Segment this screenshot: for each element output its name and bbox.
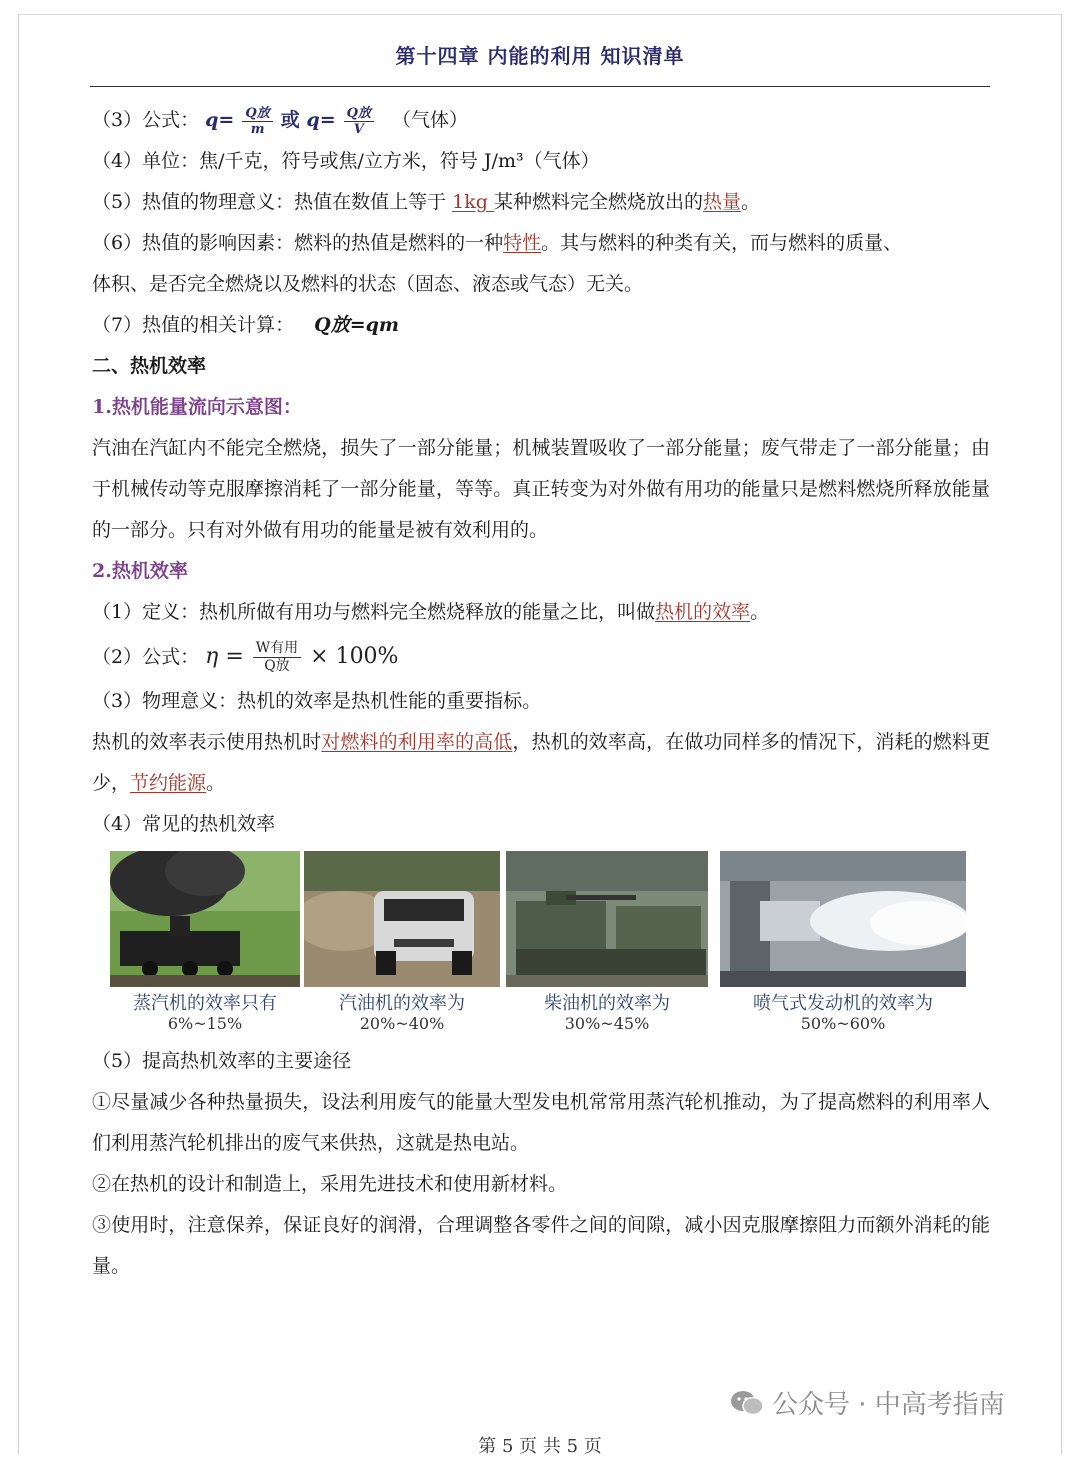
improve-item-2: ②在热机的设计和制造上，采用先进技术和使用新材料。 xyxy=(92,1173,568,1195)
text-segment: 体积、是否完全燃烧以及燃料的状态（固态、液态或气态）无关。 xyxy=(92,273,644,295)
formula-or: 或 xyxy=(280,109,307,131)
caption-range: 20%~40% xyxy=(359,1014,445,1033)
common-efficiency-line: （4）常见的热机效率 xyxy=(92,813,276,835)
document-body xyxy=(92,100,990,1287)
meaning-line-2: （3）物理意义：热机的效率是热机性能的重要指标。 xyxy=(92,690,542,712)
watermark-text: 公众号 · 中高考指南 xyxy=(772,1390,1005,1420)
text-segment: （5）热值的物理意义：热值在数值上等于 xyxy=(92,191,453,213)
caption-jet xyxy=(720,993,966,1033)
highlight-property: 特性 xyxy=(503,232,542,254)
engine-photos xyxy=(92,851,990,1041)
text-segment: 。 xyxy=(740,191,760,213)
text-segment: （6）热值的影响因素：燃料的热值是燃料的一种 xyxy=(92,232,504,254)
definition-line xyxy=(92,592,990,633)
jet-engine-photo xyxy=(720,851,966,987)
formula-q-qm: Q放=qm xyxy=(314,314,400,336)
formula-line xyxy=(92,100,990,141)
energy-flow-paragraph: 汽油在汽缸内不能完全燃烧，损失了一部分能量；机械装置吸收了一部分能量；废气带走了一部分能量；由于机械传动等克服摩擦消耗了一部分能量，等等。真正转变为对外做有用功的能量只是燃料燃烧所释放能量的一部分。只有对外做有用功的能量是被有效利用的。 xyxy=(92,437,990,541)
efficiency-paragraph xyxy=(92,722,990,804)
sub-heading-efficiency: 2.热机效率 xyxy=(92,560,188,582)
text-segment: ，热机的效率高，在做功同样多的情况下，消耗的燃料更少， xyxy=(92,731,990,794)
formula-q-1: q= xyxy=(205,109,235,131)
formula-percent: × 100% xyxy=(310,644,399,669)
fraction-denominator: m xyxy=(250,121,265,137)
caption-title: 喷气式发动机的效率为 xyxy=(753,993,933,1014)
improve-item-1: ①尽量减少各种热量损失，设法利用废气的能量大型发电机常常用蒸汽轮机推动，为了提高燃料的利用率人们利用蒸汽轮机排出的废气来供热，这就是热电站。 xyxy=(92,1091,990,1154)
diesel-engine-photo xyxy=(506,851,708,987)
highlight-save-energy: 节约能源 xyxy=(130,772,207,794)
highlight-1kg: 1kg xyxy=(452,191,494,213)
header-rule xyxy=(90,86,990,87)
calc-line xyxy=(92,305,990,346)
unit-line: （4）单位：焦/千克，符号或焦/立方米，符号 J/m³（气体） xyxy=(92,150,600,172)
page-title: 第十四章 内能的利用 知识清单 xyxy=(395,44,685,68)
fraction-denominator: Q放 xyxy=(264,657,290,674)
fraction-numerator: Q放 xyxy=(344,106,374,122)
caption-title: 汽油机的效率为 xyxy=(339,993,465,1014)
wechat-icon xyxy=(730,1389,764,1417)
caption-range: 6%~15% xyxy=(167,1014,243,1033)
improve-line: （5）提高热机效率的主要途径 xyxy=(92,1050,352,1072)
improve-item-3: ③使用时，注意保养，保证良好的润滑，合理调整各零件之间的间隙，减小因克服摩擦阻力而额外消耗的能量。 xyxy=(92,1214,990,1277)
item-label: （7）热值的相关计算： xyxy=(92,314,295,336)
watermark xyxy=(730,1384,1005,1421)
sub-heading-energy-flow: 1.热机能量流向示意图： xyxy=(92,396,302,418)
fraction-q-over-m xyxy=(242,106,272,137)
caption-steam xyxy=(110,993,300,1033)
caption-title: 蒸汽机的效率只有 xyxy=(133,993,277,1014)
fraction-w-over-q xyxy=(253,640,301,675)
caption-gasoline xyxy=(304,993,500,1033)
item-label: （3）公式： xyxy=(92,109,200,131)
factors-paragraph xyxy=(92,223,990,305)
fraction-numerator: Q放 xyxy=(242,106,272,122)
caption-range: 30%~45% xyxy=(564,1014,650,1033)
efficiency-formula xyxy=(205,639,399,674)
fraction-numerator: W有用 xyxy=(253,640,301,658)
gasoline-engine-photo xyxy=(304,851,500,987)
text-segment: 。 xyxy=(750,601,770,623)
caption-range: 50%~60% xyxy=(800,1014,886,1033)
item-label: （2）公式： xyxy=(92,646,200,668)
steam-engine-photo xyxy=(110,851,300,987)
text-segment: 。 xyxy=(206,772,226,794)
text-segment: （1）定义：热机所做有用功与燃料完全燃烧释放的能量之比，叫做 xyxy=(92,601,656,623)
caption-diesel xyxy=(506,993,708,1033)
highlight-utilization: 对燃料的利用率的高低 xyxy=(321,731,513,753)
highlight-efficiency: 热机的效率 xyxy=(655,601,751,623)
highlight-heat: 热量 xyxy=(702,191,741,213)
formula-q-2: q= xyxy=(306,109,336,131)
fraction-denominator: V xyxy=(353,121,364,137)
text-segment: 某种燃料完全燃烧放出的 xyxy=(493,191,703,213)
efficiency-formula-line xyxy=(92,633,990,681)
formula-eta: η = xyxy=(205,644,244,669)
fraction-q-over-v xyxy=(344,106,374,137)
section-heading: 二、热机效率 xyxy=(92,355,207,377)
meaning-line xyxy=(92,182,990,223)
formula-note: （气体） xyxy=(392,109,469,131)
page-footer: 第 5 页 共 5 页 xyxy=(478,1436,602,1457)
caption-title: 柴油机的效率为 xyxy=(544,993,670,1014)
text-segment: 。其与燃料的种类有关，而与燃料的质量、 xyxy=(541,232,903,254)
text-segment: 热机的效率表示使用热机时 xyxy=(92,731,322,753)
